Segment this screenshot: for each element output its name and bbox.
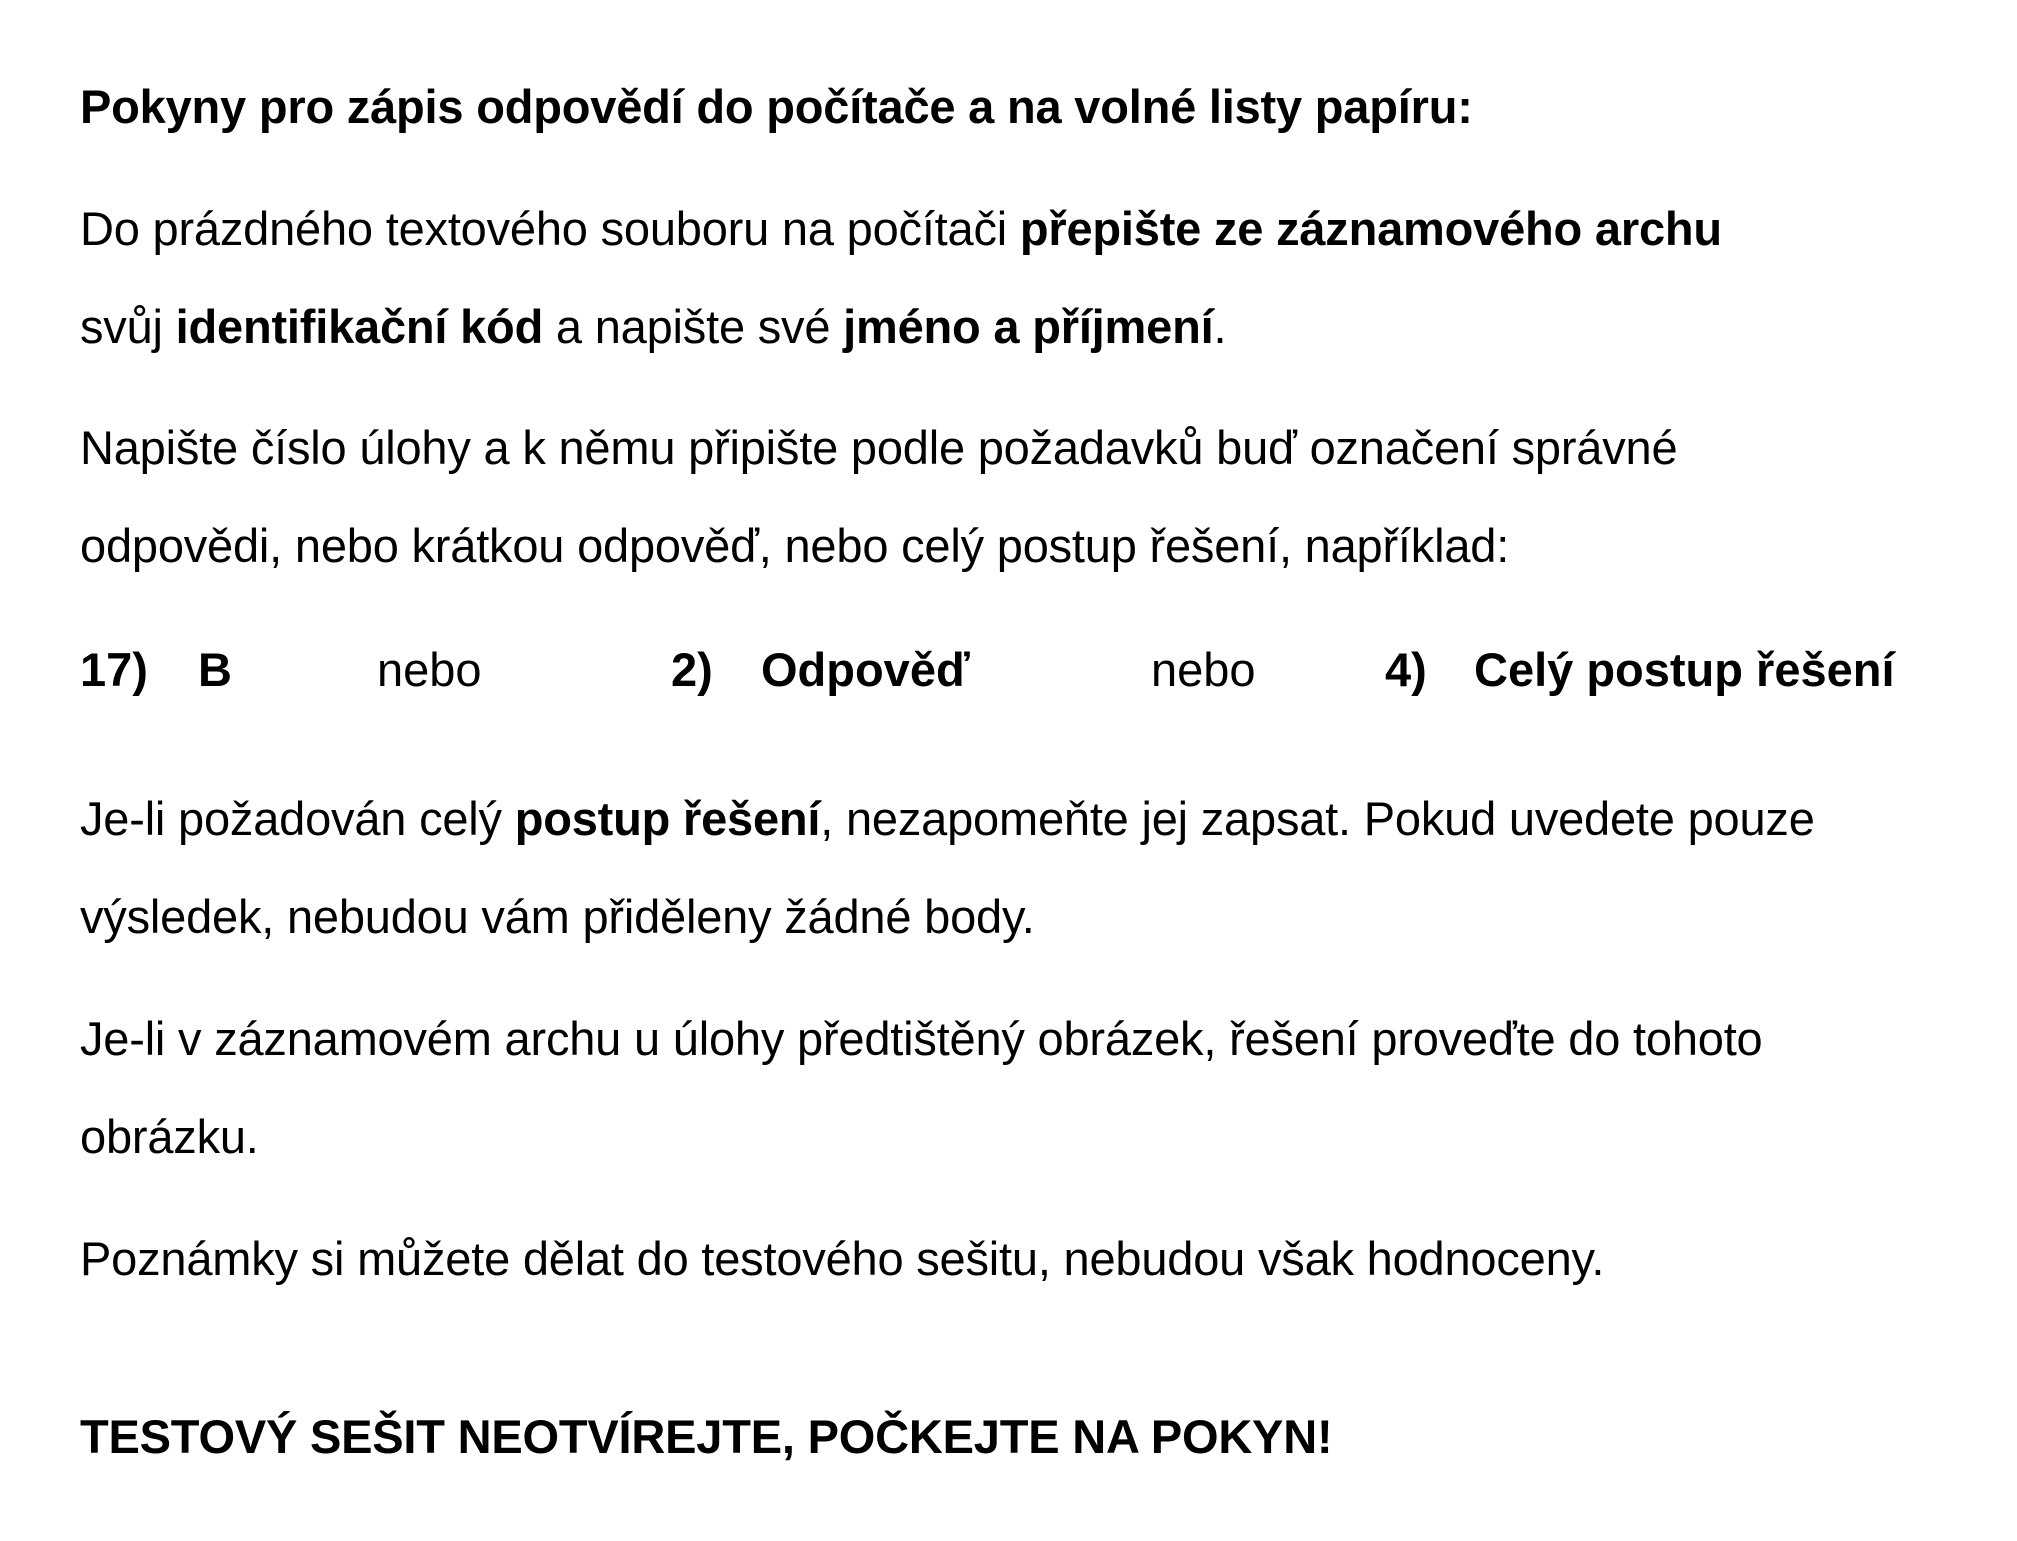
footer-warning: TESTOVÝ SEŠIT NEOTVÍREJTE, POČKEJTE NA POKYN! [80,1410,1333,1463]
p1-emphasis: přepište ze záznamového archu [1019,202,1722,255]
p1-emphasis-name: jméno a příjmení [843,300,1214,353]
paragraph-5: Poznámky si můžete dělat do testového sešitu, nebudou však hodnoceny. [80,1232,1605,1285]
paragraph-4-line-1: Je-li v záznamovém archu u úlohy předtištěný obrázek, řešení proveďte do tohoto [80,1012,1763,1065]
answer-examples [80,640,1980,700]
instructions-page [80,0,1980,1541]
p3-text: Je-li požadován celý [80,792,515,845]
example-3-answer: Celý postup řešení [1474,643,1895,696]
p1-text: a napište své [543,300,844,353]
paragraph-2-line-1: Napište číslo úlohy a k němu připište podle požadavků buď označení správné [80,421,1678,474]
example-separator: nebo [377,643,482,696]
example-1-answer: B [198,643,232,696]
example-2-number: 2) [671,643,713,696]
paragraph-3-line-2: výsledek, nebudou vám přiděleny žádné body. [80,890,1035,943]
p3-text: , nezapomeňte jej zapsat. Pokud uvedete pouze [820,792,1815,845]
p3-emphasis: postup řešení [514,792,821,845]
paragraph-1-line-2 [80,297,1226,357]
paragraph-2-line-2: odpovědi, nebo krátkou odpověď, nebo celý postup řešení, například: [80,519,1510,572]
page-heading: Pokyny pro zápis odpovědí do počítače a na volné listy papíru: [80,80,1473,133]
paragraph-1-line-1 [80,199,1722,259]
example-separator: nebo [1151,643,1256,696]
p1-emphasis-id-code: identifikační kód [175,300,544,353]
paragraph-4-line-2: obrázku. [80,1110,259,1163]
example-2-answer: Odpověď [761,643,970,696]
paragraph-3-line-1 [80,789,1815,849]
p1-text: Do prázdného textového souboru na počítači [80,202,1020,255]
example-3-number: 4) [1385,643,1427,696]
p1-text: svůj [80,300,176,353]
example-1-number: 17) [80,643,148,696]
p1-text: . [1213,300,1227,353]
